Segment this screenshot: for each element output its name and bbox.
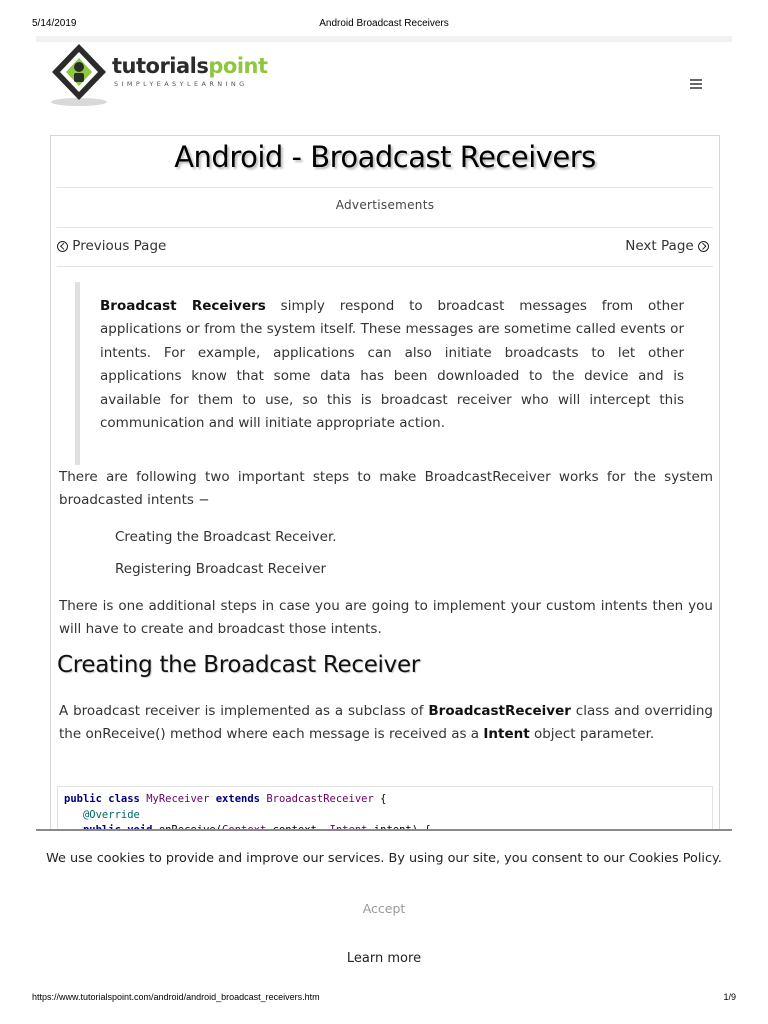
cookie-message: We use cookies to provide and improve our services. By using our site, you consent to our Cookies Policy.: [46, 851, 722, 866]
divider: [57, 187, 713, 188]
print-footer: [32, 992, 736, 1004]
extra-step-paragraph: There is one additional steps in case you are going to implement your custom intents then you will have to create and broadcast those intents.: [59, 598, 713, 638]
print-url: https://www.tutorialspoint.com/android/android_broadcast_receivers.htm: [32, 992, 320, 1002]
code-block: public class MyReceiver extends BroadcastReceiver { @Override: [57, 786, 713, 836]
advertisements-label: Advertisements: [335, 198, 435, 212]
logo-tagline: SIMPLYEASYLEARNING: [114, 80, 248, 88]
divider: [57, 227, 713, 228]
hamburger-menu-icon[interactable]: [690, 79, 702, 89]
tutorialspoint-logo-icon: [48, 42, 110, 108]
print-title: Android Broadcast Receivers: [319, 18, 449, 29]
print-page-number: 1/9: [723, 992, 736, 1002]
section-heading: Creating the Broadcast Receiver: [57, 652, 420, 678]
arrow-right-circle-icon: [698, 241, 709, 252]
steps-intro: There are following two important steps to make BroadcastReceiver works for the system broadcasted intents −: [59, 469, 713, 509]
accept-cookies-button[interactable]: Accept: [362, 901, 406, 916]
quote-text: simply respond to broadcast messages from other applications or from the system itself. These messages are sometime called events or intents. For example, applications can also initiate broadcasts to let other applications know that some data has been downloaded to the device and is available for them to use, so this is broadcast receiver who will intercept this communication and will initiate appropriate action.: [100, 298, 684, 432]
intro-blockquote: [75, 282, 684, 465]
next-page-label: Next Page: [625, 238, 694, 254]
section-paragraph: A broadcast receiver is implemented as a subclass of BroadcastReceiver class and overriding the onReceive() method where each message is received as a Intent object parameter.: [59, 703, 713, 743]
cookie-consent-banner: [36, 829, 732, 991]
site-logo[interactable]: [48, 40, 278, 108]
previous-page-link[interactable]: [57, 238, 166, 254]
arrow-left-circle-icon: [57, 241, 68, 252]
list-item: Creating the Broadcast Receiver.: [115, 529, 337, 545]
learn-more-link[interactable]: Learn more: [346, 951, 422, 966]
article-card: [50, 135, 720, 836]
print-header: [32, 18, 736, 30]
print-date: 5/14/2019: [32, 18, 77, 29]
next-page-link[interactable]: [625, 238, 709, 254]
quote-term: Broadcast Receivers: [100, 298, 266, 314]
previous-page-label: Previous Page: [72, 238, 167, 254]
divider: [57, 266, 713, 267]
logo-wordmark: tutorialspoint: [112, 54, 268, 78]
list-item: Registering Broadcast Receiver: [115, 561, 327, 577]
page-title: Android - Broadcast Receivers: [174, 140, 596, 174]
